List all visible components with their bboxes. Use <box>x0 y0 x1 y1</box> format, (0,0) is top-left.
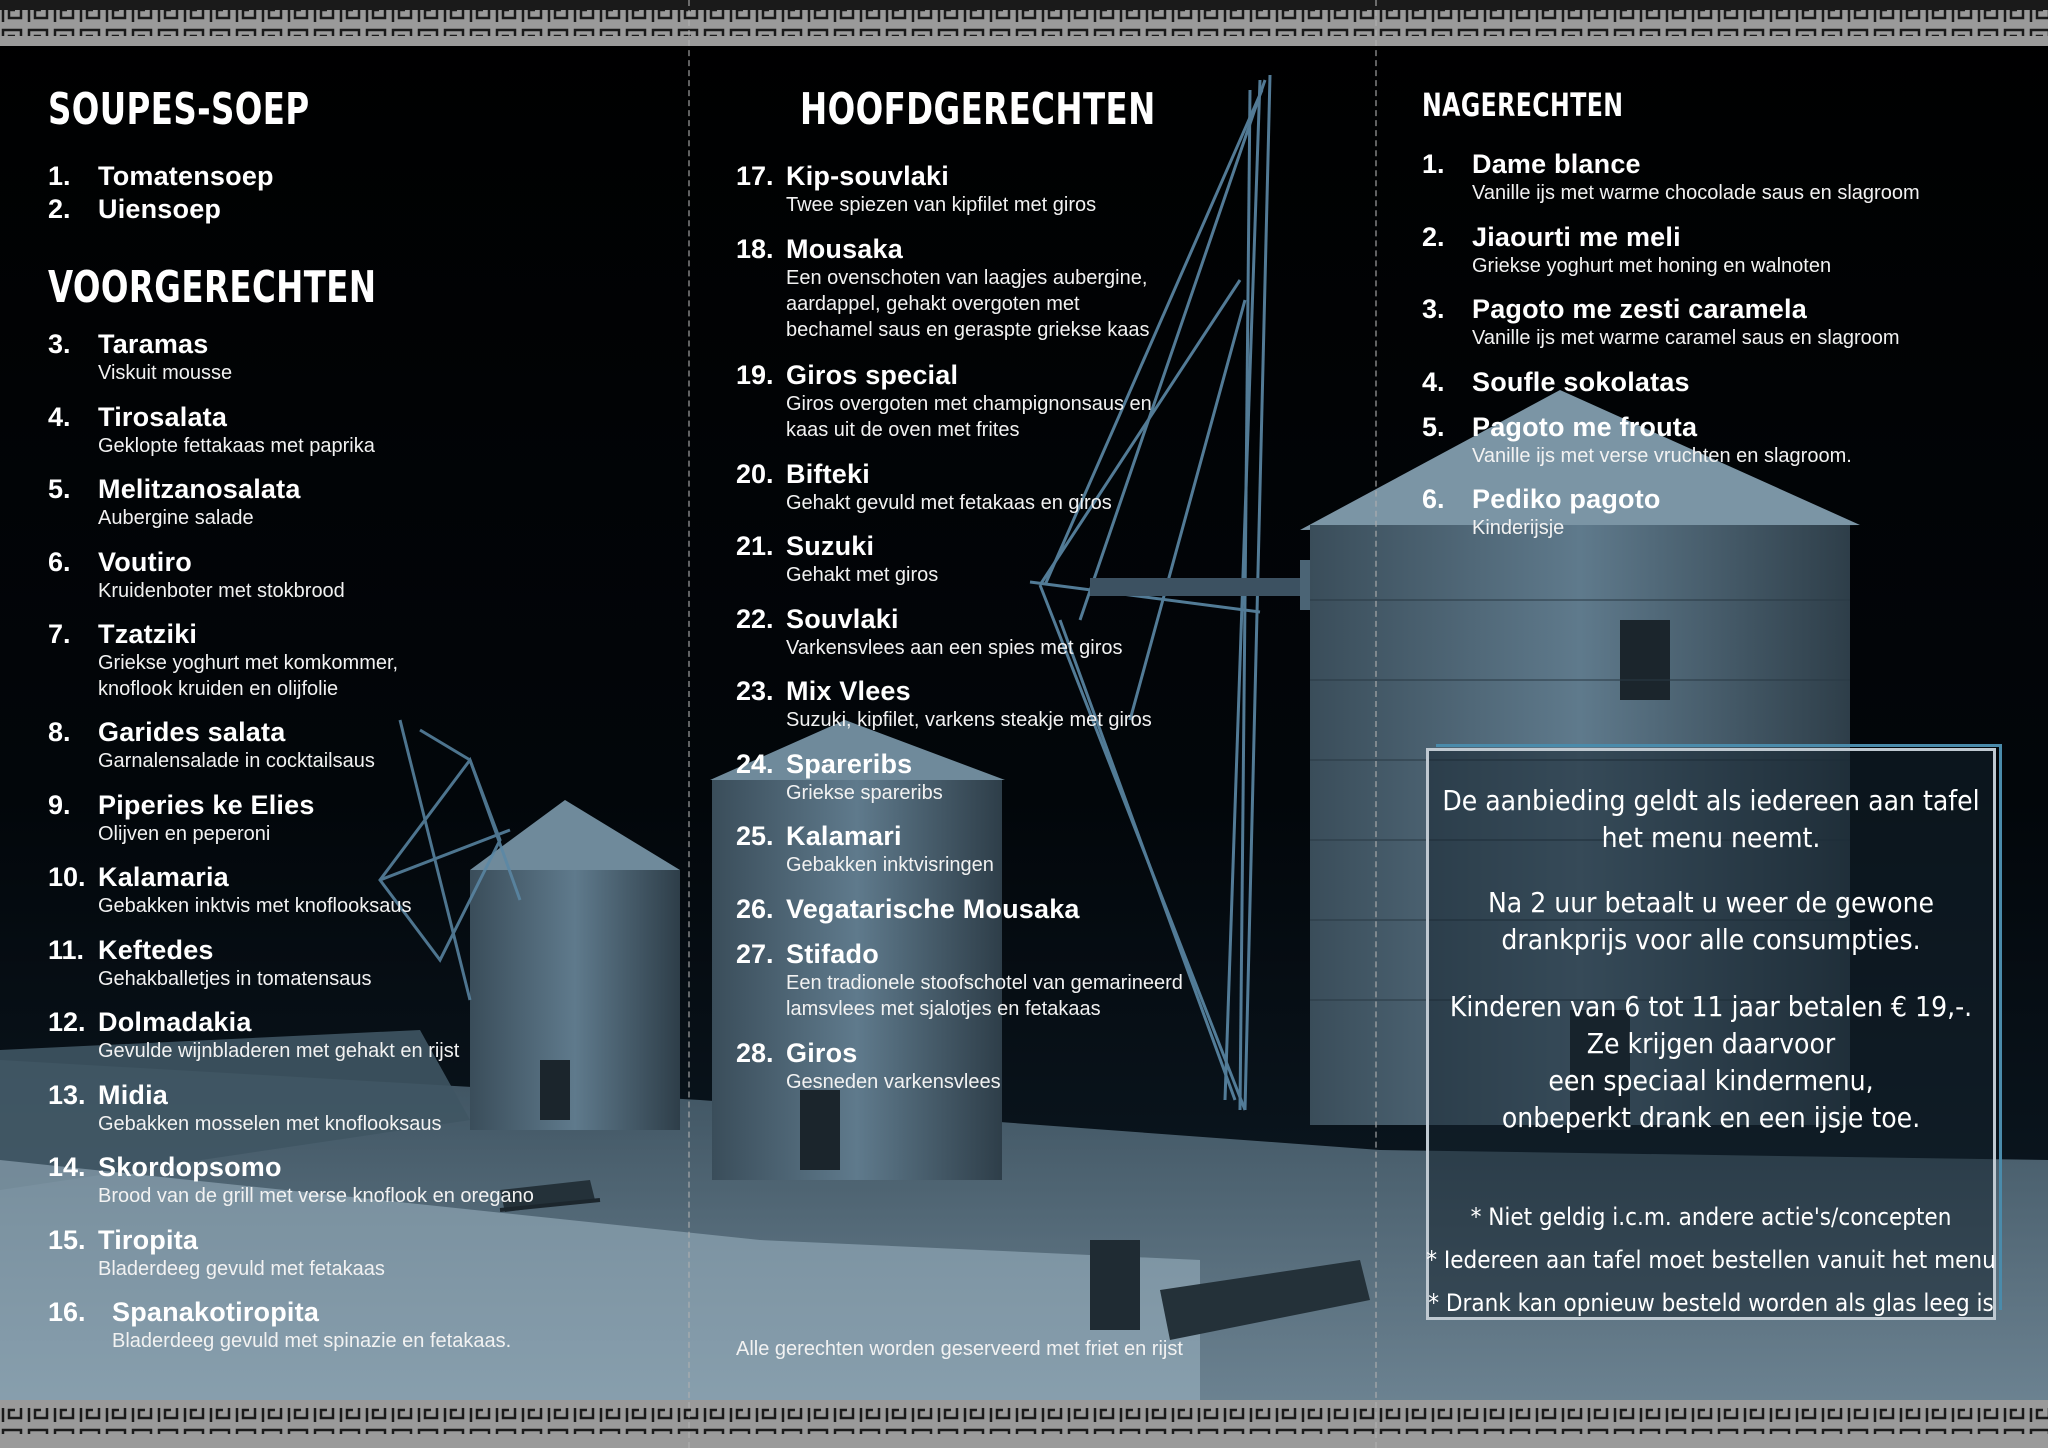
item-description: Gesneden varkensvlees <box>786 1070 1001 1093</box>
item-name: Voutiro <box>98 546 192 577</box>
item-description: Bladerdeeg gevuld met fetakaas <box>98 1257 385 1280</box>
item-name: Souvlaki <box>786 603 899 634</box>
item-description: Gehakballetjes in tomatensaus <box>98 967 372 990</box>
greek-key-border-top <box>0 0 2048 48</box>
item-number: 4. <box>1422 366 1445 397</box>
offer-paragraph-1: De aanbieding geldt als iedereen aan tafel het menu neemt. <box>1442 784 1980 854</box>
item-description: Twee spiezen van kipfilet met giros <box>786 194 1097 216</box>
item-number: 5. <box>1422 411 1445 442</box>
list-item <box>736 675 1183 748</box>
item-name: Mix Vlees <box>786 676 911 706</box>
list-item <box>1422 411 1920 484</box>
item-description: Kinderijsje <box>1472 517 1565 539</box>
item-name: Mousaka <box>786 233 903 264</box>
item-number: 7. <box>48 619 71 649</box>
item-description: Gebakken inktvisringen <box>786 854 994 876</box>
item-name: Kalamari <box>786 821 902 851</box>
item-name: Melitzanosalata <box>98 474 301 504</box>
item-description: Viskuit mousse <box>98 362 233 384</box>
item-description: Vanille ijs met warme caramel saus en slagroom <box>1472 327 1900 349</box>
list-item <box>48 1224 534 1297</box>
starters-list <box>48 328 534 1369</box>
list-item <box>48 716 534 789</box>
item-name: Bifteki <box>786 458 870 489</box>
item-number: 22. <box>736 603 774 634</box>
list-item <box>48 328 534 401</box>
item-number: 23. <box>736 676 774 706</box>
list-item <box>48 861 534 934</box>
list-item <box>736 603 1183 676</box>
item-name: Tiropita <box>98 1224 199 1255</box>
item-number: 13. <box>48 1079 86 1110</box>
greek-key-border-bottom <box>0 1400 2048 1448</box>
starters-title: VOORGERECHTEN <box>48 262 377 313</box>
item-number: 24. <box>736 748 774 779</box>
item-description: Gehakt met giros <box>786 564 939 586</box>
item-number: 3. <box>1422 294 1445 324</box>
item-name: Spareribs <box>786 748 913 779</box>
item-name: Midia <box>98 1079 169 1110</box>
item-description: Griekse spareribs <box>786 781 943 804</box>
mains-footnote: Alle gerechten worden geserveerd met friet en rijst <box>736 1338 1183 1360</box>
item-number: 2. <box>48 194 71 224</box>
item-description: Varkensvlees aan een spies met giros <box>786 636 1123 659</box>
item-description: Suzuki, kipfilet, varkens steakje met giros <box>786 709 1152 731</box>
item-number: 6. <box>1422 484 1445 514</box>
item-name: Kip-souvlaki <box>786 161 949 191</box>
item-number: 19. <box>736 359 774 390</box>
item-number: 11. <box>48 934 85 965</box>
desserts-title: NAGERECHTEN <box>1422 86 1624 124</box>
list-item <box>1422 293 1920 366</box>
item-number: 3. <box>48 329 71 359</box>
item-description: Garnalensalade in cocktailsaus <box>98 750 375 772</box>
list-item <box>48 1296 534 1369</box>
list-item <box>736 233 1183 359</box>
item-description: Gebakken inktvis met knoflooksaus <box>98 895 412 917</box>
offer-box-accent-top <box>1436 744 2002 747</box>
item-name: Dolmadakia <box>98 1007 252 1037</box>
list-item <box>736 820 1183 893</box>
item-number: 9. <box>48 789 71 820</box>
list-item <box>736 893 1183 938</box>
list-item <box>48 546 534 619</box>
item-name: Giros special <box>786 359 959 390</box>
list-item <box>48 401 534 474</box>
item-name: Suzuki <box>786 531 875 561</box>
item-name: Tirosalata <box>98 401 228 432</box>
item-description: Een ovenschoten van laagjes aubergine, aardappel, gehakt overgoten met bechamel saus en geraspte griekse kaas <box>786 266 1150 341</box>
list-item <box>1422 148 1920 221</box>
item-number: 26. <box>736 893 774 924</box>
item-number: 17. <box>736 161 774 191</box>
list-item <box>1422 366 1920 411</box>
item-number: 15. <box>48 1224 86 1255</box>
list-item <box>736 530 1183 603</box>
item-description: Gehakt gevuld met fetakaas en giros <box>786 491 1112 514</box>
item-name: Taramas <box>98 329 209 359</box>
item-name: Soufle sokolatas <box>1472 366 1690 397</box>
item-number: 12. <box>48 1007 86 1037</box>
list-item <box>1422 483 1920 556</box>
offer-conditions: * Niet geldig i.c.m. andere actie's/concepten * Iedereen aan tafel moet bestellen vanuit het menu * Drank kan opnieuw besteld worden als glas leeg is <box>1426 1203 1996 1317</box>
item-name: Uiensoep <box>98 194 222 224</box>
item-name: Pagoto me zesti caramela <box>1472 294 1807 324</box>
item-name: Tomatensoep <box>98 161 274 191</box>
item-number: 1. <box>48 161 71 191</box>
item-name: Garides salata <box>98 717 286 747</box>
item-description: Griekse yoghurt met honing en walnoten <box>1472 254 1832 277</box>
list-item <box>48 1006 534 1079</box>
item-name: Giros <box>786 1037 858 1068</box>
item-number: 10. <box>48 862 86 892</box>
list-item <box>736 458 1183 531</box>
fold-line-left <box>688 0 690 1448</box>
list-item <box>736 1037 1183 1110</box>
item-name: Stifado <box>786 938 879 969</box>
list-item <box>736 748 1183 821</box>
item-number: 21. <box>736 531 774 561</box>
item-name: Spanakotiropita <box>112 1297 320 1327</box>
item-name: Keftedes <box>98 934 214 965</box>
item-name: Skordopsomo <box>98 1152 282 1182</box>
desserts-list <box>1422 148 1920 556</box>
item-description: Geklopte fettakaas met paprika <box>98 434 375 457</box>
item-description: Griekse yoghurt met komkommer, knoflook kruiden en olijfolie <box>98 652 399 700</box>
item-description: Olijven en peperoni <box>98 822 271 845</box>
item-number: 16. <box>48 1297 86 1327</box>
item-number: 25. <box>736 821 774 851</box>
item-number: 6. <box>48 546 71 577</box>
item-number: 20. <box>736 458 774 489</box>
item-description: Giros overgoten met champignonsaus en kaas uit de oven met frites <box>786 392 1152 441</box>
item-number: 14. <box>48 1152 86 1182</box>
item-description: Vanille ijs met verse vruchten en slagroom. <box>1472 444 1852 467</box>
list-item <box>48 934 534 1007</box>
item-description: Gebakken mosselen met knoflooksaus <box>98 1112 442 1135</box>
item-description: Vanille ijs met warme chocolade saus en slagroom <box>1472 182 1920 204</box>
list-item <box>736 938 1183 1037</box>
list-item <box>48 193 274 226</box>
list-item <box>736 359 1183 458</box>
fold-line-right <box>1375 0 1377 1448</box>
item-description: Gevulde wijnbladeren met gehakt en rijst <box>98 1040 460 1062</box>
item-number: 8. <box>48 717 71 747</box>
item-name: Pagoto me frouta <box>1472 411 1698 442</box>
item-name: Piperies ke Elies <box>98 789 315 820</box>
list-item <box>1422 221 1920 294</box>
item-name: Dame blance <box>1472 149 1641 179</box>
item-name: Tzatziki <box>98 619 198 649</box>
offer-box-accent-right <box>1999 744 2002 1310</box>
item-name: Pediko pagoto <box>1472 484 1661 514</box>
item-number: 28. <box>736 1037 774 1068</box>
mains-list <box>736 160 1183 1109</box>
list-item <box>736 160 1183 233</box>
item-description: Een tradionele stoofschotel van gemarineerd lamsvlees met sjalotjes en fetakaas <box>786 971 1183 1020</box>
soups-list <box>48 160 274 226</box>
list-item <box>48 160 274 193</box>
list-item <box>48 1079 534 1152</box>
item-number: 1. <box>1422 149 1445 179</box>
item-number: 18. <box>736 233 774 264</box>
list-item <box>48 1151 534 1224</box>
mains-title: HOOFDGERECHTEN <box>800 84 1156 135</box>
item-description: Kruidenboter met stokbrood <box>98 579 345 602</box>
item-name: Kalamaria <box>98 862 229 892</box>
offer-paragraph-3: Kinderen van 6 tot 11 jaar betalen € 19,-. Ze krijgen daarvoor een speciaal kindermenu, onbeperkt drank en een ijsje toe. <box>1449 990 1973 1134</box>
list-item <box>48 789 534 862</box>
item-number: 27. <box>736 938 774 969</box>
item-description: Aubergine salade <box>98 507 254 529</box>
list-item <box>48 618 534 716</box>
list-item <box>48 473 534 546</box>
item-description: Bladerdeeg gevuld met spinazie en fetakaas. <box>112 1330 512 1352</box>
offer-paragraph-2: Na 2 uur betaalt u weer de gewone drankprijs voor alle consumpties. <box>1487 886 1935 956</box>
item-number: 4. <box>48 401 71 432</box>
item-description: Brood van de grill met verse knoflook en oregano <box>98 1185 534 1207</box>
item-number: 5. <box>48 474 71 504</box>
soups-title: SOUPES-SOEP <box>48 84 310 135</box>
item-number: 2. <box>1422 221 1445 252</box>
item-name: Jiaourti me meli <box>1472 221 1681 252</box>
item-name: Vegatarische Mousaka <box>786 893 1080 924</box>
